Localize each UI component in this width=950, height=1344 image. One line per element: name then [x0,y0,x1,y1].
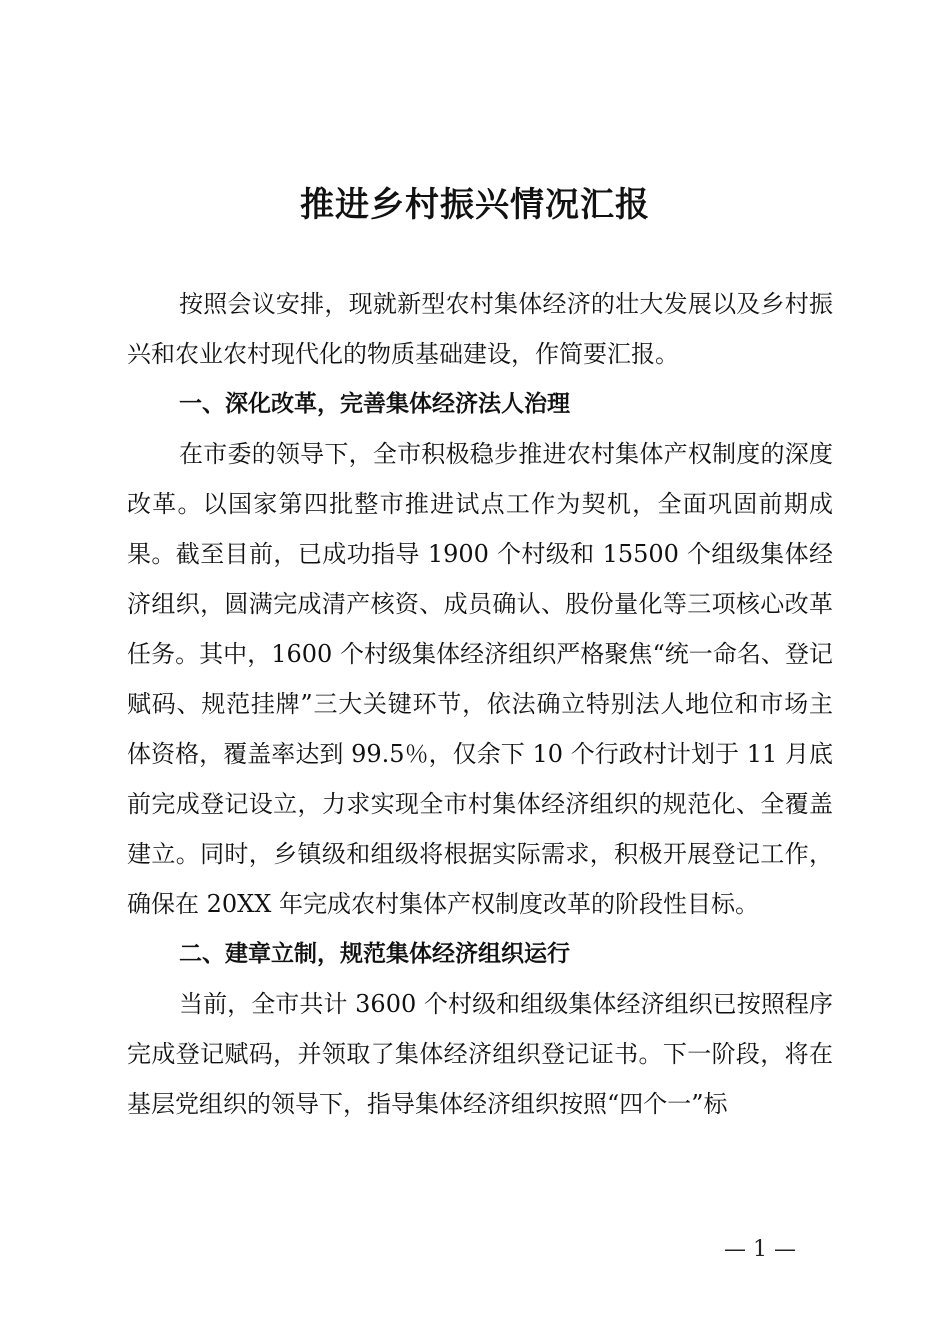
intro-paragraph: 按照会议安排，现就新型农村集体经济的壮大发展以及乡村振兴和农业农村现代化的物质基础建设，作简要汇报。 [127,290,833,368]
section-heading-2: 二、建章立制，规范集体经济组织运行 [179,941,570,967]
document-body [127,279,833,1129]
document-title: 推进乡村振兴情况汇报 [300,185,650,225]
section-1-paragraph: 在市委的领导下，全市积极稳步推进农村集体产权制度的深度改革。以国家第四批整市推进试点工作为契机，全面巩固前期成果。截至目前，已成功指导 1900 个村级和 15500 个组级集体经济组织，圆满完成清产核资、成员确认、股份量化等三项核心改革任务。其中，1600 个村级集体经济组织严格聚焦“统一命名、登记赋码、规范挂牌”三大关键环节，依法确立特别法人地位和市场主体资格，覆盖率达到 99.5％，仅余下 10 个行政村计划于 11 月底前完成登记设立，力求实现全市村集体经济组织的规范化、全覆盖建立。同时，乡镇级和组级将根据实际需求，积极开展登记工作，确保在 20XX 年完成农村集体产权制度改革的阶段性目标。 [127,440,833,918]
page-number: — 1 — [724,1237,796,1262]
section-2-paragraph: 当前，全市共计 3600 个村级和组级集体经济组织已按照程序完成登记赋码，并领取了集体经济组织登记证书。下一阶段，将在基层党组织的领导下，指导集体经济组织按照“四个一”标 [127,990,833,1118]
section-heading-1: 一、深化改革，完善集体经济法人治理 [179,391,570,417]
